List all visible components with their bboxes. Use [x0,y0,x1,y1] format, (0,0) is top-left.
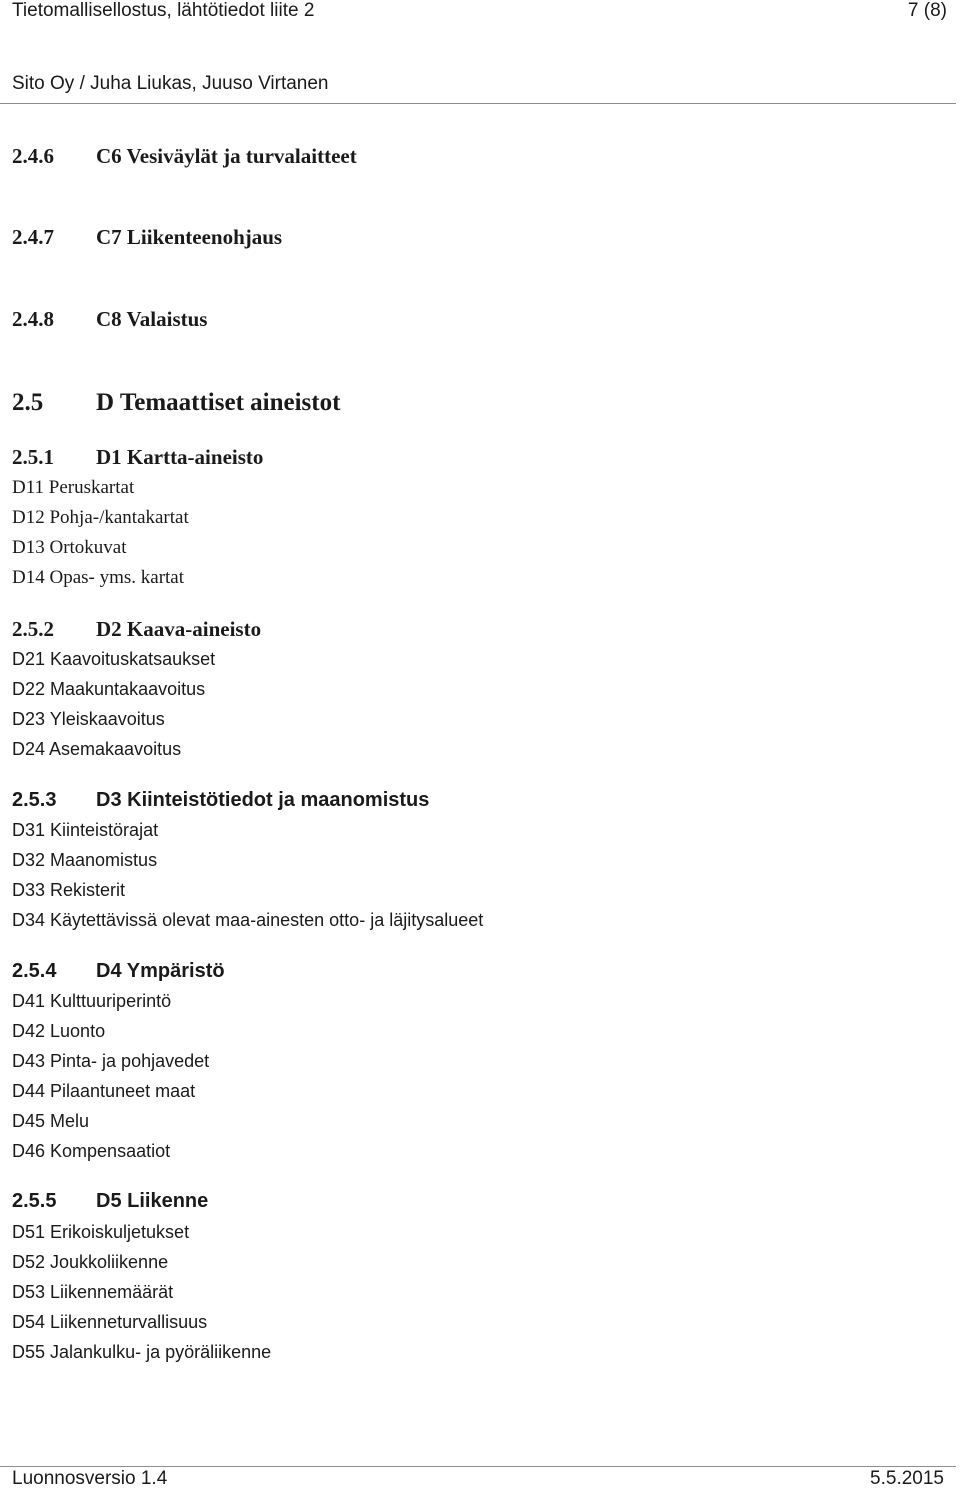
list-item: D11 Peruskartat [12,477,135,498]
page-number: 7 (8) [907,0,947,21]
list-item: D53 Liikennemäärät [12,1282,174,1302]
heading-2-5-2: 2.5.2 D2 Kaava-aineisto [12,617,262,641]
list-item: D42 Luonto [12,1021,106,1041]
heading-2-4-8: 2.4.8 C8 Valaistus [12,307,208,331]
list-item: D12 Pohja-/kantakartat [12,507,189,528]
heading-2-5-1: 2.5.1 D1 Kartta-aineisto [12,445,264,469]
list-item: D13 Ortokuvat [12,537,127,558]
heading-2-5: 2.5 D Temaattiset aineistot [12,389,341,416]
heading-2-5-3: 2.5.3 D3 Kiinteistötiedot ja maanomistus [12,789,430,811]
footer-date: 5.5.2015 [870,1468,944,1489]
heading-2-5-4: 2.5.4 D4 Ympäristö [12,960,225,982]
list-item: D41 Kulttuuriperintö [12,991,172,1011]
list-item: D54 Liikenneturvallisuus [12,1312,208,1332]
heading-2-5-5: 2.5.5 D5 Liikenne [12,1190,209,1212]
document-title: Tietomallisellostus, lähtötiedot liite 2 [12,0,315,21]
document-authors: Sito Oy / Juha Liukas, Juuso Virtanen [12,73,329,94]
list-item: D46 Kompensaatiot [12,1141,171,1161]
list-item: D32 Maanomistus [12,850,158,870]
list-item: D55 Jalankulku- ja pyöräliikenne [12,1342,272,1362]
list-item: D34 Käytettävissä olevat maa-ainesten otto- ja läjitysalueet [12,910,484,930]
list-item: D44 Pilaantuneet maat [12,1081,196,1101]
footer-version: Luonnosversio 1.4 [12,1468,168,1489]
heading-2-4-7: 2.4.7 C7 Liikenteenohjaus [12,225,283,249]
list-item: D24 Asemakaavoitus [12,739,182,759]
list-item: D45 Melu [12,1111,90,1131]
heading-2-4-6: 2.4.6 C6 Vesiväylät ja turvalaitteet [12,144,357,168]
list-item: D22 Maakuntakaavoitus [12,679,206,699]
list-item: D52 Joukkoliikenne [12,1252,169,1272]
list-item: D31 Kiinteistörajat [12,820,159,840]
list-item: D21 Kaavoituskatsaukset [12,649,216,669]
list-item: D33 Rekisterit [12,880,126,900]
footer-divider [0,1466,956,1467]
header-divider [0,103,956,104]
list-item: D23 Yleiskaavoitus [12,709,165,729]
list-item: D51 Erikoiskuljetukset [12,1222,190,1242]
list-item: D14 Opas- yms. kartat [12,567,185,588]
list-item: D43 Pinta- ja pohjavedet [12,1051,210,1071]
